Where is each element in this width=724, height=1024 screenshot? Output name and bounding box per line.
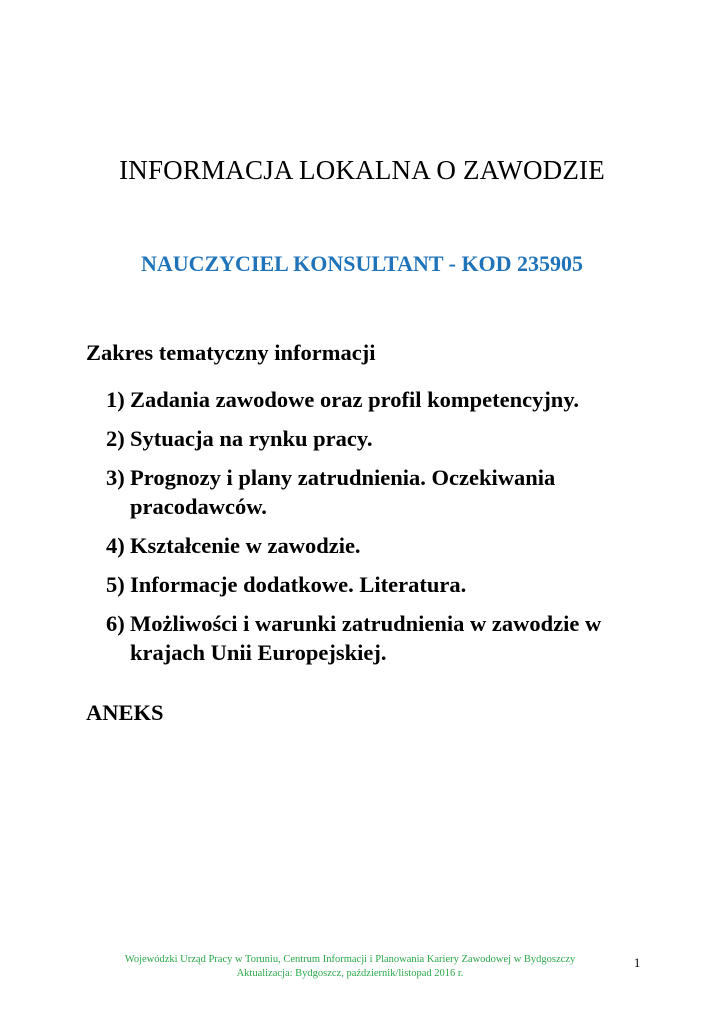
toc-item-number: 1) <box>106 387 125 412</box>
toc-item <box>0 609 724 667</box>
toc-item-text: Możliwości i warunki zatrudnienia w zawodzie w krajach Unii Europejskiej. <box>130 611 602 665</box>
toc-item-number: 5) <box>106 572 125 597</box>
document-title: INFORMACJA LOKALNA O ZAWODZIE <box>119 155 605 185</box>
occupation-subtitle: NAUCZYCIEL KONSULTANT - KOD 235905 <box>140 251 584 276</box>
toc-item <box>0 531 724 560</box>
toc-item-number: 4) <box>106 533 125 558</box>
toc-item <box>0 463 724 521</box>
section-heading: Zakres tematyczny informacji <box>86 340 376 365</box>
toc-item-text: Zadania zawodowe oraz profil kompetencyjny. <box>130 387 579 412</box>
footer-institution: Wojewódzki Urząd Pracy w Toruniu, Centrum Informacji i Planowania Kariery Zawodowej w Bydgoszczy <box>124 954 576 965</box>
toc-item <box>0 385 724 414</box>
toc-item-text: Informacje dodatkowe. Literatura. <box>130 572 467 597</box>
toc-item-text: Prognozy i plany zatrudnienia. Oczekiwania pracodawców. <box>130 465 556 519</box>
toc-item <box>0 570 724 599</box>
page-footer <box>100 953 600 981</box>
toc-item-number: 2) <box>106 426 125 451</box>
toc-item-text: Sytuacja na rynku pracy. <box>130 426 373 451</box>
footer-update-date: Aktualizacja: Bydgoszcz, październik/listopad 2016 r. <box>236 968 464 979</box>
toc-item-number: 3) <box>106 465 125 490</box>
table-of-contents <box>0 385 724 677</box>
toc-item <box>0 424 724 453</box>
toc-item-text: Kształcenie w zawodzie. <box>130 533 361 558</box>
annex-heading: ANEKS <box>86 700 164 725</box>
toc-item-number: 6) <box>106 611 125 636</box>
page-number: 1 <box>634 956 641 970</box>
